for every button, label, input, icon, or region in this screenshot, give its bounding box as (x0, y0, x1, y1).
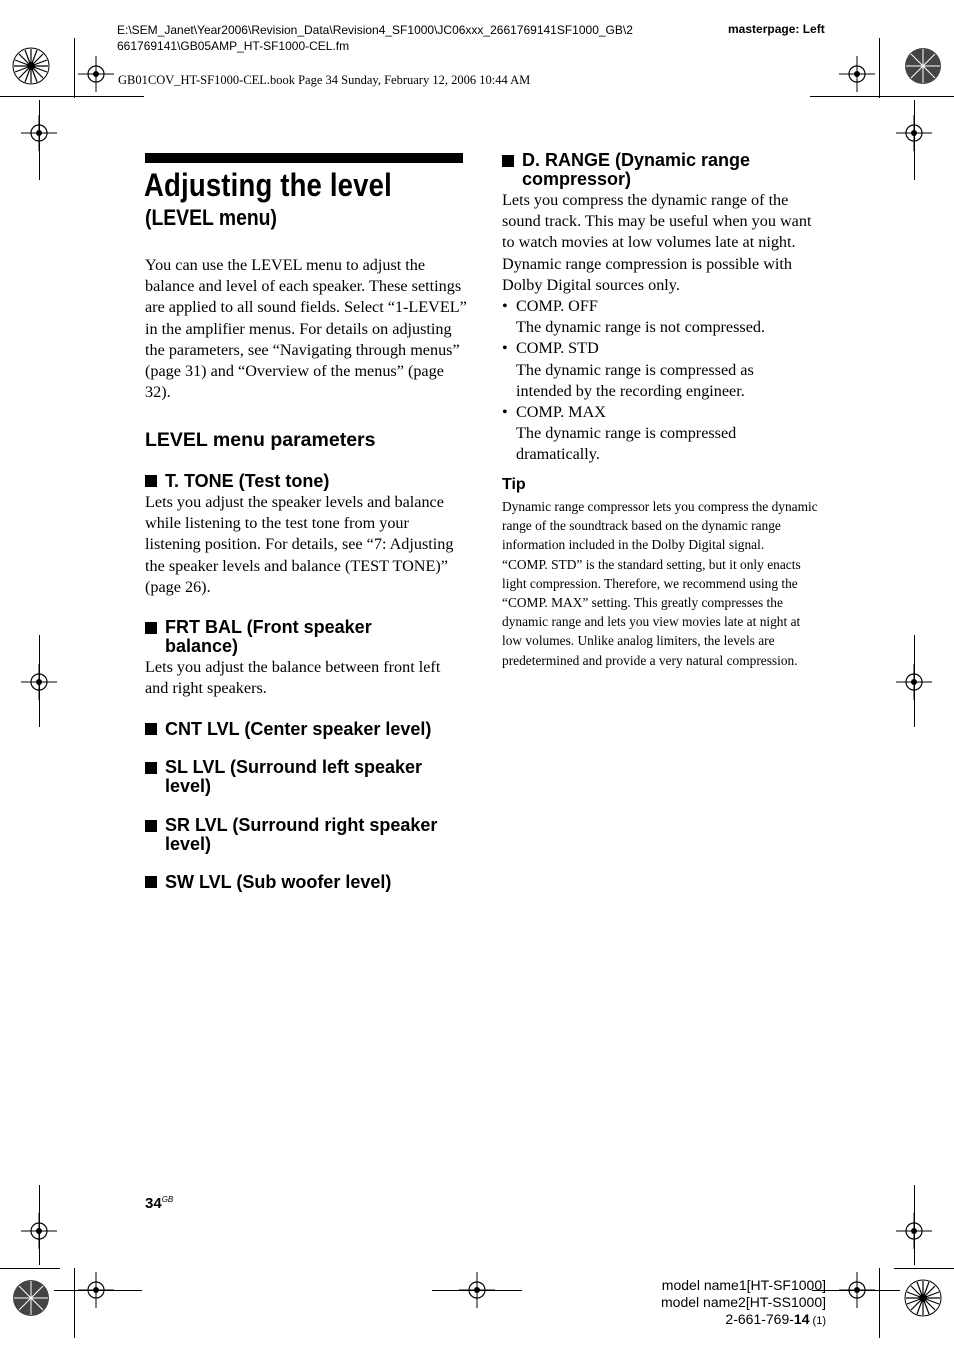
item-heading-text: SW LVL (Sub woofer level) (165, 872, 392, 892)
item-body: Lets you adjust the balance between front left and right speakers. (145, 658, 441, 698)
model-name-1: model name1[HT-SF1000] (661, 1277, 826, 1293)
section-heading: LEVEL menu parameters (145, 429, 376, 451)
crop-line (914, 1185, 915, 1265)
option-desc: The dynamic range is compressed dramatically. (516, 424, 737, 464)
crop-line (894, 96, 954, 97)
part-code-suffix: (1) (809, 1315, 826, 1327)
crop-line (74, 38, 75, 98)
registration-star-icon (11, 46, 51, 86)
item-heading (502, 151, 824, 189)
square-bullet-icon (145, 475, 157, 487)
page-subtitle: (LEVEL menu) (145, 205, 277, 230)
list-item (502, 402, 824, 466)
part-code-bold: 14 (793, 1311, 810, 1327)
item-sr-lvl (145, 816, 465, 854)
crop-line (810, 96, 894, 97)
file-path-header (117, 22, 717, 54)
item-d-range (502, 151, 824, 466)
crop-line (39, 100, 40, 180)
registration-star-icon (903, 1278, 943, 1318)
option-list (502, 296, 824, 466)
crop-line (879, 1268, 880, 1338)
item-t-tone (145, 472, 465, 598)
page-title: Adjusting the level (144, 167, 392, 203)
item-heading-text: CNT LVL (Center speaker level) (165, 719, 432, 739)
masterpage-label: masterpage: Left (728, 22, 825, 36)
item-sl-lvl (145, 758, 465, 796)
intro-paragraph: You can use the LEVEL menu to adjust the balance and level of each speaker. These settings are applied to all sound fields. Select “1-LEVEL” in the amplifier menus. For details on adjusting the parameters, see “Navigating through menus” (page 31) and “Overview of the menus” (page 32). (145, 256, 467, 402)
option-label: • COMP. STD (516, 339, 599, 358)
item-heading-text: SR LVL (Surround right speaker level) (165, 815, 438, 854)
option-label: • COMP. OFF (516, 297, 598, 316)
model-name-2: model name2[HT-SS1000] (661, 1294, 826, 1310)
model-footer (661, 1277, 826, 1330)
registration-star-icon (11, 1278, 51, 1318)
crop-line (432, 1290, 522, 1291)
option-label: • COMP. MAX (516, 403, 606, 422)
registration-star-icon (903, 46, 943, 86)
crop-line (39, 1185, 40, 1265)
crop-line (0, 1268, 60, 1269)
tip-body (502, 497, 822, 670)
option-desc: The dynamic range is compressed as intended by the recording engineer. (516, 360, 754, 400)
page-number-suffix: GB (161, 1195, 174, 1204)
item-sw-lvl (145, 873, 391, 892)
item-cnt-lvl (145, 720, 431, 739)
crop-line (914, 635, 915, 727)
item-heading-text: D. RANGE (Dynamic range compressor) (522, 150, 751, 189)
item-heading (145, 472, 465, 491)
list-item (502, 338, 824, 402)
square-bullet-icon (145, 876, 157, 888)
item-heading (145, 618, 465, 656)
file-path-line-1: E:\SEM_Janet\Year2006\Revision_Data\Revision4_SF1000\JC06xxx_2661769141SF1000_GB\2 (117, 23, 633, 37)
book-info: GB01COV_HT-SF1000-CEL.book Page 34 Sunday, February 12, 2006 10:44 AM (118, 73, 531, 87)
crop-line (60, 96, 144, 97)
part-code (661, 1311, 826, 1330)
page-number-value: 34 (145, 1195, 162, 1212)
crop-line (54, 1290, 142, 1291)
crosshair-icon (78, 56, 114, 92)
crop-line (879, 38, 880, 98)
page-number (145, 1195, 173, 1212)
item-heading-text: FRT BAL (Front speaker balance) (165, 617, 372, 656)
part-code-prefix: 2-661-769- (725, 1311, 794, 1327)
crop-line (0, 96, 60, 97)
crop-line (914, 100, 915, 180)
crop-line (894, 1268, 954, 1269)
item-body: Lets you compress the dynamic range of the sound track. This may be useful when you want to watch movies at low volumes late at night. Dynamic range compression is possible with Dolby Digital sources only. (502, 191, 812, 294)
crop-line (74, 1268, 75, 1338)
square-bullet-icon (145, 762, 157, 774)
item-heading-text: SL LVL (Surround left speaker level) (165, 757, 423, 796)
item-heading-text: T. TONE (Test tone) (165, 471, 330, 491)
tip-heading: Tip (502, 476, 526, 493)
crosshair-icon (839, 56, 875, 92)
crop-line (39, 635, 40, 727)
square-bullet-icon (145, 820, 157, 832)
list-item (502, 296, 824, 338)
square-bullet-icon (502, 155, 514, 167)
tip-paragraph: “COMP. STD” is the standard setting, but it only enacts light compression. Therefore, we recommend using the “COMP. MAX” setting. This greatly compresses the dynamic range and lets you view movies late at night at low volumes. Unlike analog limiters, the levels are predetermined and provide a very natural compression. (502, 556, 801, 668)
square-bullet-icon (145, 723, 157, 735)
option-desc: The dynamic range is not compressed. (516, 318, 766, 337)
title-rule (145, 153, 463, 163)
tip-paragraph: Dynamic range compressor lets you compress the dynamic range of the soundtrack based on the dynamic range information included in the Dolby Digital signal. (502, 499, 818, 553)
file-path-line-2: 661769141\GB05AMP_HT-SF1000-CEL.fm (117, 39, 350, 53)
item-body: Lets you adjust the speaker levels and balance while listening to the test tone from your listening position. For details, see “7: Adjusting the speaker levels and balance (TEST TONE)” (page 26). (145, 493, 454, 596)
square-bullet-icon (145, 622, 157, 634)
item-frt-bal (145, 618, 465, 699)
